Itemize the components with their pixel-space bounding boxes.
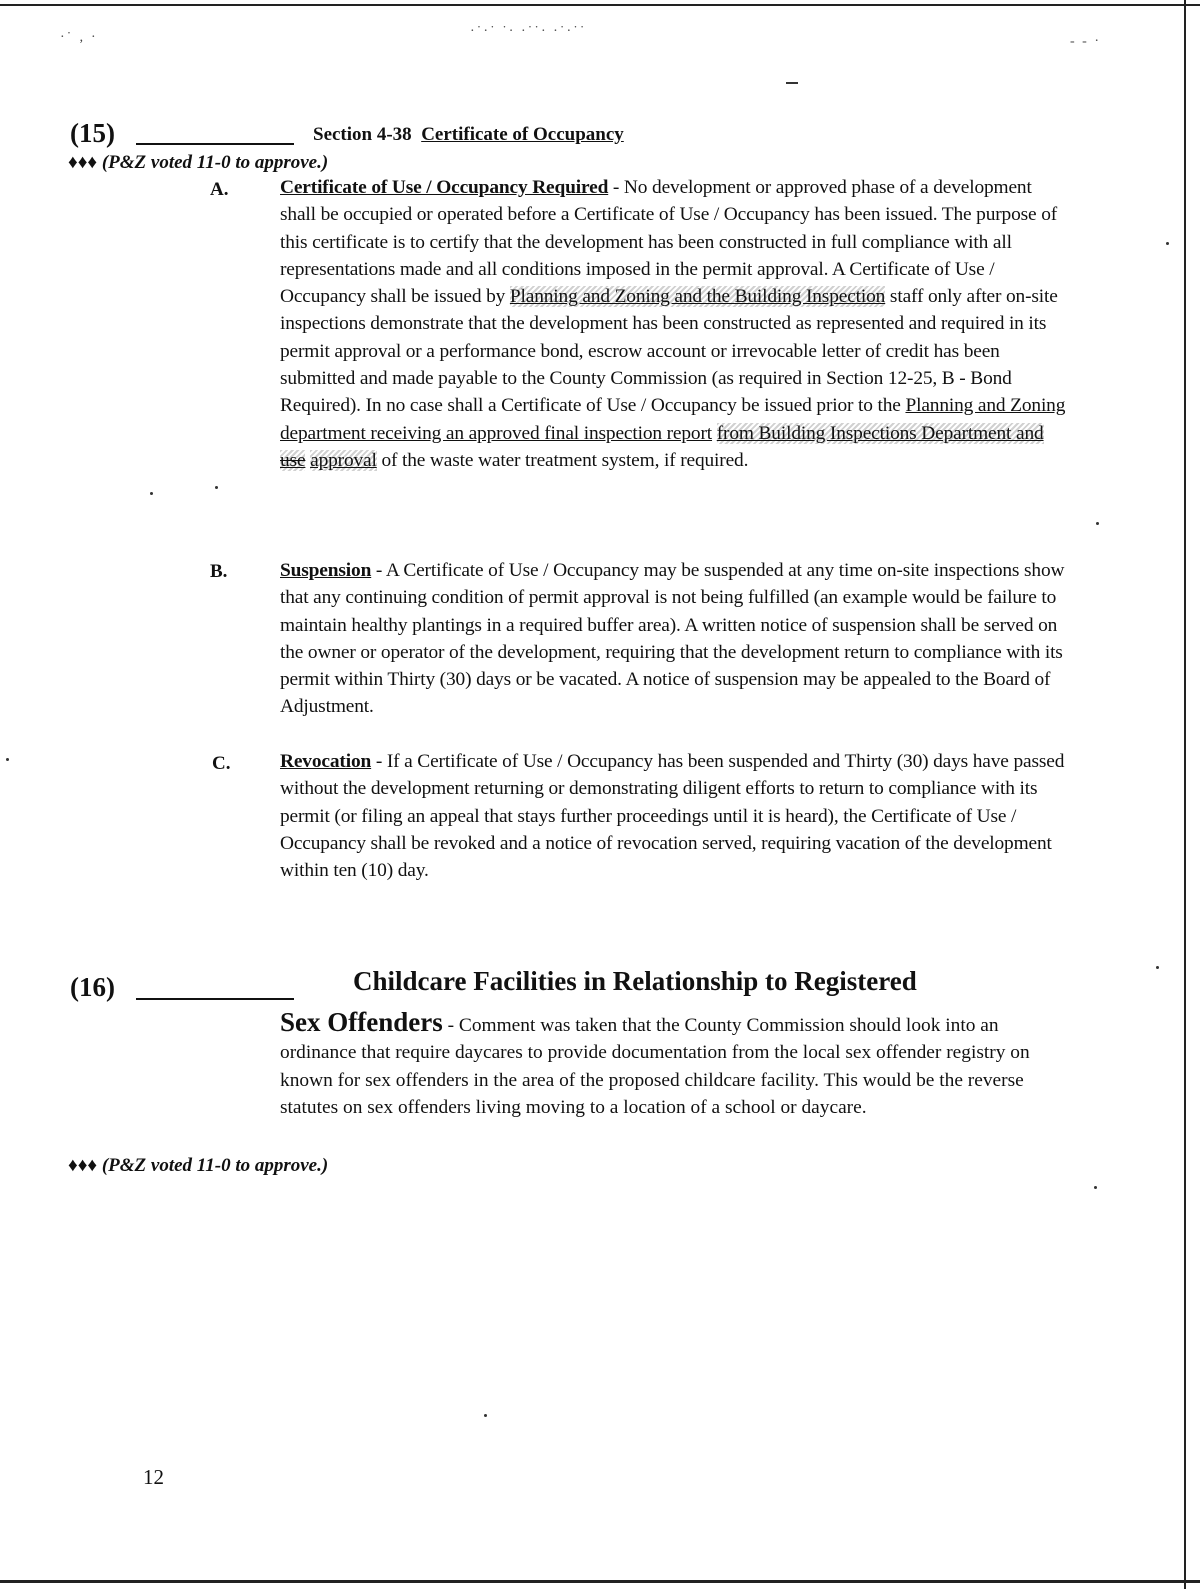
subsection-a-marked-1: Planning and Zoning and the Building Inspection [509, 286, 886, 308]
item-15-blank-line [136, 143, 294, 145]
subsection-a-text [280, 174, 1070, 474]
scan-border-right [1184, 0, 1186, 1589]
subsection-c-letter: C. [212, 753, 231, 774]
subsection-a-letter: A. [210, 179, 229, 200]
scan-speck [1094, 1186, 1097, 1189]
scan-speck [6, 758, 9, 761]
subsection-b-letter: B. [210, 561, 228, 582]
subsection-a-body-3: of the waste water treatment system, if required. [376, 449, 749, 471]
scan-speck [1156, 966, 1159, 969]
item-16-blank-line [136, 998, 294, 1000]
subsection-a-marked-2: from Building Inspections Department and [716, 422, 1044, 444]
item-16-title: Childcare Facilities in Relationship to Registered [353, 966, 917, 996]
page-number: 12 [143, 1465, 164, 1489]
subsection-a-marked-3: approval [310, 449, 377, 471]
subsection-b-heading: Suspension [280, 560, 372, 581]
item-15-section-title: Certificate of Occupancy [421, 124, 624, 145]
item-16-title-continued: Sex Offenders [280, 1007, 443, 1037]
subsection-b-body: - A Certificate of Use / Occupancy may be suspended at any time on-site inspections show that any continuing condition of permit approval is not being fulfilled (an example would be failure to maintain healthy plantings in a required buffer area). A written notice of suspension shall be served on the owner or operator of the development, requiring that the development return to compliance with its permit within Thirty (30) days or be vacated. A notice of suspension may be appealed to the Board of Adjustment. [280, 560, 1065, 718]
subsection-c-heading: Revocation [280, 751, 372, 772]
scan-speck [1096, 522, 1099, 525]
item-16-number: (16) [70, 972, 115, 1002]
scan-speck [1166, 242, 1169, 245]
item-15-section-label: Section 4-38 [313, 124, 412, 145]
item-16-vote: ♦♦♦ (P&Z voted 11-0 to approve.) [68, 1155, 329, 1176]
subsection-a-heading: Certificate of Use / Occupancy Required [280, 177, 609, 198]
item-16-body: - Comment was taken that the County Commission should look into an ordinance that require daycares to provide documentation from the local sex offender registry on known for sex offenders in the area of the proposed childcare facility. This would be the reverse statutes on sex offenders living moving to a location of a school or daycare. [280, 1015, 1030, 1118]
subsection-a-struck: use [280, 449, 306, 471]
subsection-a-underlined-1: Planning and Zoning department receiving an approved final inspection report [280, 395, 1066, 444]
scan-speck [215, 486, 218, 489]
subsection-a-body-1: - No development or approved phase of a development shall be occupied or operated before a Certificate of Use / Occupancy has been issued. The purpose of this certificate is to certify that the development has been constructed in full compliance with all representations made and all conditions imposed in the permit approval. A Certificate of Use / Occupancy shall be issued by [280, 177, 1058, 308]
subsection-a-body-2: staff only after on-site inspections demonstrate that the development has been constructed as represented and required in its permit approval or a performance bond, escrow account or irrevocable letter of credit has been submitted and made payable to the County Commission (as required in Section 12-25, B - Bond Required). In no case shall a Certificate of Use / Occupancy be issued prior to the [280, 286, 1058, 417]
scan-noise-center: ·˙·˙ ˙· ·˙˙· ·˙·˙˙ [470, 24, 587, 39]
item-15-section-ref [313, 124, 624, 146]
item-16-text [280, 1009, 1070, 1121]
scan-mark [786, 82, 798, 84]
item-15-number: (15) [70, 118, 115, 148]
scan-noise-left: ·˙ ‚ · [60, 30, 98, 45]
scan-speck [484, 1414, 487, 1417]
scan-noise-right: ‐ ‐ · [1070, 34, 1101, 49]
item-15-vote: ♦♦♦ (P&Z voted 11-0 to approve.) [68, 152, 329, 173]
subsection-c-body: - If a Certificate of Use / Occupancy has been suspended and Thirty (30) days have passed without the development returning or demonstrating diligent efforts to return to compliance with its permit (or filing an appeal that stays further proceedings until it is heard), the Certificate of Use / Occupancy shall be revoked and a notice of revocation served, requiring vacation of the development within ten (10) day. [280, 751, 1065, 882]
scan-speck [150, 492, 153, 495]
subsection-b-text [280, 557, 1070, 721]
scan-border-bottom [0, 1580, 1200, 1583]
subsection-c-text [280, 748, 1070, 884]
scan-border-top [0, 4, 1200, 6]
